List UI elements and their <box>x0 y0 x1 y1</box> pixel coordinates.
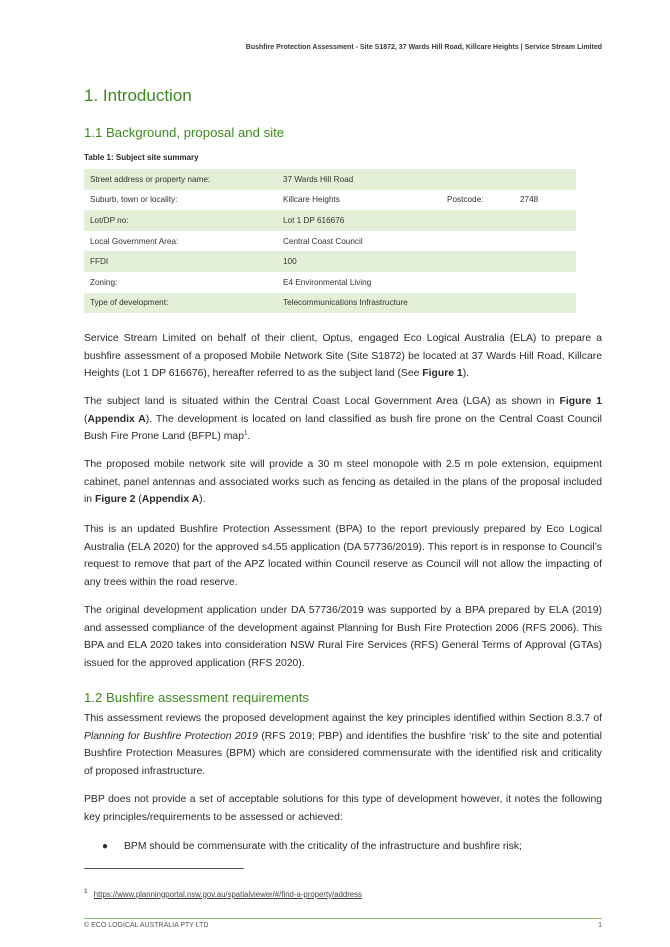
bullet-icon: ● <box>102 841 109 852</box>
paragraph-pbp: PBP does not provide a set of acceptable solutions for this type of development however, it notes the following key principles/requirements to be assessed or achieved: <box>84 794 602 823</box>
table-cell-value: 37 Wards Hill Road <box>277 169 576 190</box>
footer-copyright: © ECO LOGICAL AUSTRALIA PTY LTD <box>84 922 209 929</box>
footnote-divider <box>84 868 244 869</box>
paragraph-assessment-review: This assessment reviews the proposed development against the key principles identified within Section 8.3.7 of Planning for Bushfire Protection 2019 (RFS 2019; PBP) and identifies the bushfire ‘risk’ to the site and potential Bushfire Protection Measures (BPM) which are considered commensurate with the identified risk and criticality of proposed infrastructure. <box>84 713 602 777</box>
site-summary-table <box>84 169 576 313</box>
section-heading: 1. Introduction <box>84 86 192 105</box>
table-cell-value: E4 Environmental Living <box>283 277 372 287</box>
table-cell-value: 2748 <box>520 195 539 205</box>
table-cell-label: Postcode: <box>447 195 484 205</box>
table-cell-value: Lot 1 DP 616676 <box>277 210 576 231</box>
table-row <box>84 169 576 190</box>
paragraph-original-da: The original development application under DA 57736/2019 was supported by a BPA prepared by ELA (2019) and assessed compliance of the development against Planning for Bush Fire Protection 2006 (RFS 2006). This BPA and ELA 2020 takes into consideration NSW Rural Fire Services (RFS) General Terms of Approval (GTAs) issued for the approved application (RFS 2020). <box>84 605 602 669</box>
list-item: ● BPM should be commensurate with the criticality of the infrastructure and bushfire risk; <box>102 838 602 856</box>
footer-divider <box>84 918 602 919</box>
running-header: Bushfire Protection Assessment - Site S1872, 37 Wards Hill Road, Killcare Heights | Service Stream Limited <box>245 44 602 51</box>
paragraph-engagement: Service Stream Limited on behalf of their client, Optus, engaged Eco Logical Australia (ELA) to prepare a bushfire assessment of a proposed Mobile Network Site (Site S1872) be located at 37 Wards Hill Road, Killcare Heights (Lot 1 DP 616676), hereafter referred to as the subject land (See Figure 1). <box>84 333 602 380</box>
paragraph-proposal: The proposed mobile network site will provide a 30 m steel monopole with 2.5 m pole extension, equipment cabinet, panel antennas and associated works such as fencing as detailed in the plans of the proposal included in Figure 2 (Appendix A). <box>84 459 602 506</box>
table-cell-label: Type of development: <box>84 293 277 314</box>
table-cell-label: Lot/DP no: <box>84 210 277 231</box>
table-row <box>84 190 576 211</box>
footnote-link[interactable]: https://www.planningportal.nsw.gov.au/spatialviewer/#/find-a-property/address <box>93 889 362 899</box>
paragraph-update: This is an updated Bushfire Protection Assessment (BPA) to the report previously prepared by Eco Logical Australia (ELA 2020) for the approved s4.55 application (DA 57736/2019). This report is in response to Council’s request to remove that part of the APZ located within Council reserve as Council will not allow the impacting of any trees within the road reserve. <box>84 524 602 588</box>
footnote <box>84 888 362 899</box>
table-row <box>84 293 576 314</box>
table-cell-label: Zoning: <box>90 277 118 287</box>
subsection-heading-background: 1.1 Background, proposal and site <box>84 125 285 140</box>
table-cell-value: 100 <box>277 251 576 272</box>
table-row <box>84 251 576 272</box>
table-cell-value: Central Coast Council <box>283 236 363 246</box>
table-caption: Table 1: Subject site summary <box>84 153 199 162</box>
table-cell-value: Telecommunications Infrastructure <box>277 293 576 314</box>
table-row <box>84 272 576 293</box>
footnote-number: 1 <box>84 888 88 895</box>
subsection-heading-requirements: 1.2 Bushfire assessment requirements <box>84 690 310 705</box>
table-row <box>84 210 576 231</box>
footnote-marker: 1 <box>243 430 248 437</box>
table-cell-label: Street address or property name: <box>84 169 277 190</box>
table-cell-label: Local Government Area: <box>90 236 179 246</box>
table-row <box>84 231 576 252</box>
table-cell-label: Suburb, town or locality: <box>90 195 178 205</box>
paragraph-lga: The subject land is situated within the Central Coast Local Government Area (LGA) as shown in Figure 1 (Appendix A). The development is located on land classified as bush fire prone on the Central Coast Council Bush Fire Prone Land (BFPL) map$^1$. <box>84 396 603 443</box>
table-cell-label: FFDI <box>84 251 277 272</box>
table-cell-value: Killcare Heights <box>283 195 340 205</box>
page-number: 1 <box>598 922 602 929</box>
